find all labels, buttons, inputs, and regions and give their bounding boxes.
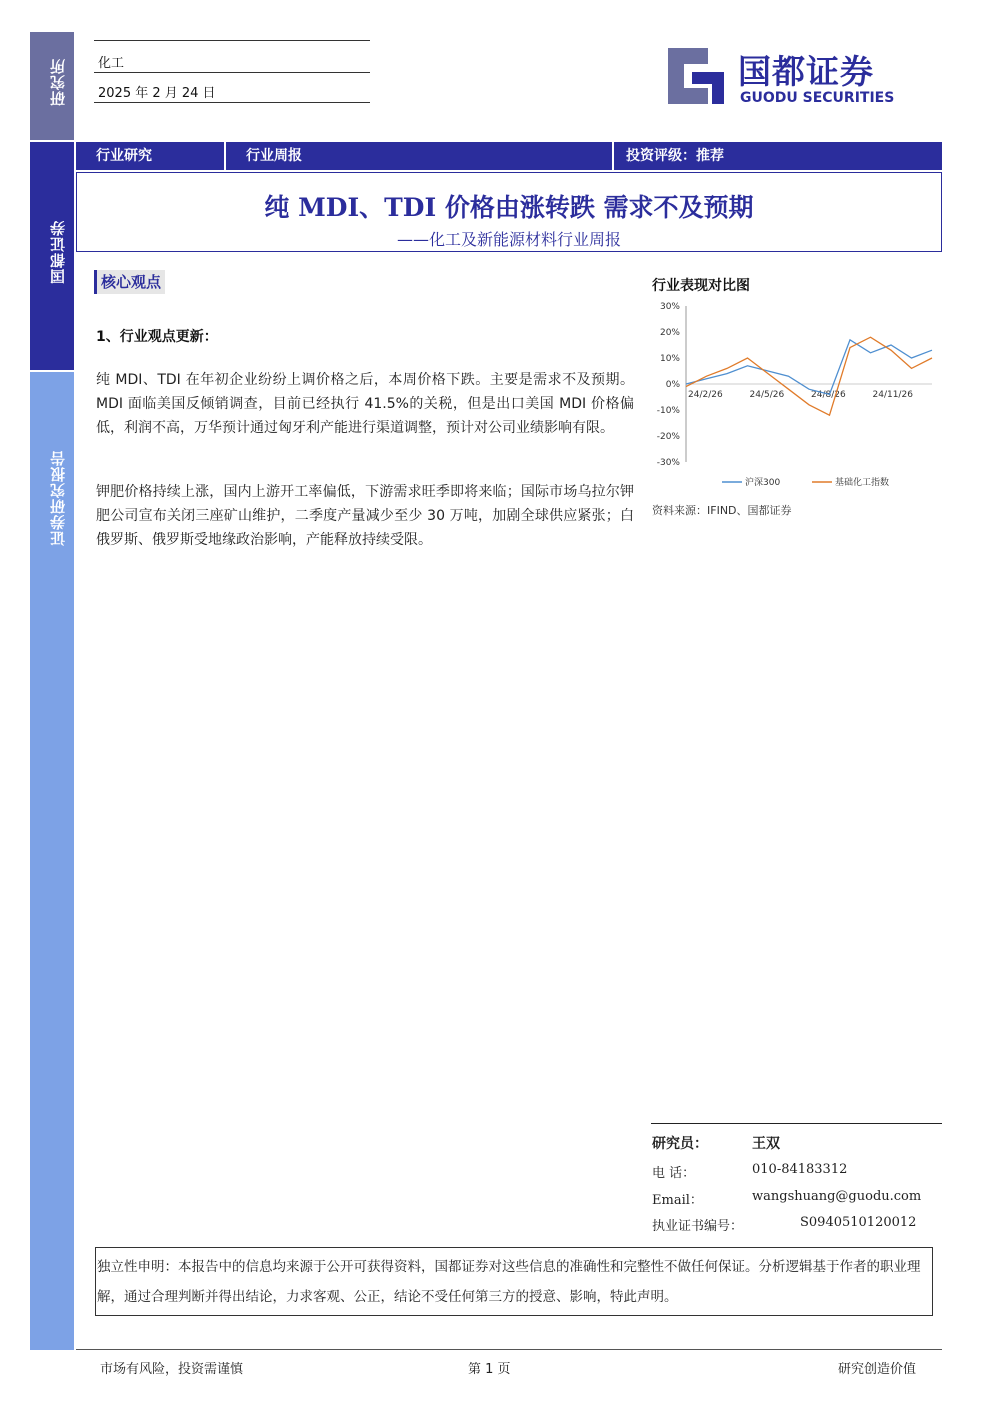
- series-line-0: [686, 340, 932, 395]
- y-tick-label: 10%: [659, 354, 680, 364]
- x-tick-label: 24/11/26: [872, 390, 913, 400]
- analyst-name: 王双: [752, 1136, 780, 1152]
- report-category: 行业研究: [96, 148, 152, 164]
- company-logo: [664, 44, 914, 110]
- y-tick-label: -30%: [656, 458, 680, 468]
- chart-title: 行业表现对比图: [652, 278, 750, 294]
- industry-label: 化工: [98, 56, 125, 71]
- performance-chart: [652, 298, 942, 494]
- x-tick-label: 24/5/26: [749, 390, 785, 400]
- chart-source: 资料来源：IFIND、国都证券: [652, 504, 792, 517]
- category-bar: [76, 142, 942, 170]
- category-divider: [612, 142, 614, 170]
- certificate-number: S0940510120012: [800, 1215, 917, 1230]
- report-subtitle: ——化工及新能源材料行业周报: [396, 230, 621, 249]
- phone-label: 电 话：: [652, 1166, 696, 1181]
- analyst-rule: [651, 1123, 942, 1124]
- phone-number: 010-84183312: [752, 1162, 848, 1177]
- independence-statement: 独立性申明：本报告中的信息均来源于公开可获得资料，国都证券对这些信息的准确性和完整性不做任何保证。分析逻辑基于作者的职业理解，通过合理判断并得出结论，力求客观、公正，结论不受任何第三方的授意、影响，特此声明。: [97, 1259, 921, 1305]
- core-view-label: 核心观点: [94, 270, 165, 294]
- header-rule-mid: [94, 72, 370, 73]
- y-tick-label: -10%: [656, 406, 680, 416]
- y-tick-label: 30%: [659, 302, 680, 312]
- certificate-label: 执业证书编号：: [652, 1219, 744, 1234]
- y-tick-label: 20%: [659, 328, 680, 338]
- paragraph-potash: 钾肥价格持续上涨，国内上游开工率偏低，下游需求旺季即将来临；国际市场乌拉尔钾肥公司宣布关闭三座矿山维护，二季度产量减少至少 30 万吨，加剧全球供应紧张；白俄罗斯、俄罗斯受地缘政治影响，产能释放持续受限。: [96, 484, 634, 548]
- x-tick-label: 24/2/26: [688, 390, 723, 400]
- series-line-1: [686, 337, 932, 415]
- sidebar-label-report: 证券研究报告: [49, 450, 67, 546]
- sidebar-label-company: 国都证券: [49, 220, 67, 284]
- y-tick-label: 0%: [665, 380, 680, 390]
- footer-slogan: 研究创造价值: [838, 1362, 917, 1377]
- footer-rule: [76, 1349, 942, 1350]
- legend-label: 沪深300: [745, 478, 781, 488]
- email-address[interactable]: wangshuang@guodu.com: [752, 1189, 922, 1204]
- report-type: 行业周报: [246, 148, 302, 164]
- section-heading: 1、行业观点更新：: [96, 329, 218, 345]
- legend-label: 基础化工指数: [835, 478, 890, 488]
- report-title: 纯 MDI、TDI 价格由涨转跌 需求不及预期: [264, 193, 754, 222]
- category-divider: [224, 142, 226, 170]
- page-number: 第 1 页: [468, 1362, 511, 1377]
- header-rule-top: [94, 40, 370, 41]
- analyst-role-label: 研究员：: [652, 1136, 708, 1152]
- logo-english-name: GUODU SECURITIES: [740, 90, 895, 106]
- logo-chinese-name: 国都证券: [738, 52, 874, 91]
- sidebar-label-research: 研究所: [49, 58, 67, 106]
- email-label: Email：: [652, 1193, 703, 1208]
- x-tick-label: 24/8/26: [811, 390, 846, 400]
- header-rule-bottom: [94, 102, 370, 103]
- logo-mark-icon: [664, 44, 728, 108]
- investment-rating: 投资评级：推荐: [626, 148, 724, 164]
- paragraph-mdi-tdi: 纯 MDI、TDI 在年初企业纷纷上调价格之后，本周价格下跌。主要是需求不及预期。MDI 面临美国反倾销调查，目前已经执行 41.5%的关税，但是出口美国 MDI 价格偏低，利润不高，万华预计通过匈牙利产能进行渠道调整，预计对公司业绩影响有限。: [96, 372, 634, 436]
- report-date: 2025 年 2 月 24 日: [98, 86, 216, 101]
- y-tick-label: -20%: [656, 432, 680, 442]
- footer-risk-warning: 市场有风险，投资需谨慎: [100, 1362, 244, 1377]
